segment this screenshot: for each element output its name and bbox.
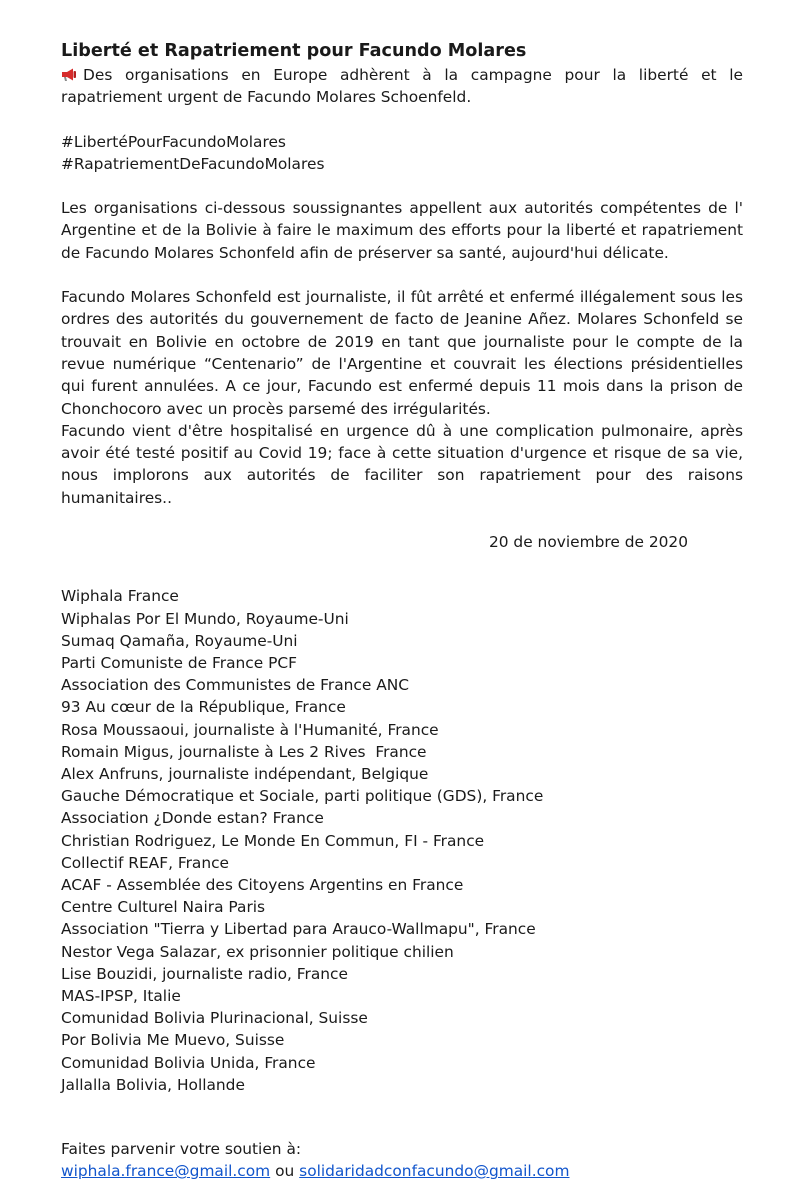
signatory: Jallalla Bolivia, Hollande bbox=[61, 1075, 245, 1094]
body-paragraph: Facundo vient d'être hospitalisé en urgence dû à une complication pulmonaire, après avoir été testé positif au Covid 19; face à cette situation d'urgence et risque de sa vie, nous implorons aux autorités de faciliter son rapatriement pour des raisons humanitaires.. bbox=[61, 421, 743, 507]
signatory: Association ¿Donde estan? France bbox=[61, 809, 324, 828]
email-link-solidaridad[interactable]: solidaridadconfacundo@gmail.com bbox=[299, 1162, 570, 1181]
body-paragraph: Facundo Molares Schonfeld est journaliste, il fût arrêté et enfermé illégalement sous les ordres des autorités du gouvernement de facto de Jeanine Añez. Molares Schonfeld se trouvait en Bolivie en octobre de 2019 en tant que journaliste pour le compte de la revue numérique “Centenario” de l'Argentine et couvrait les élections présidentielles qui furent annulées. A ce jour, Facundo est enfermé depuis 11 mois dans la prison de Chonchocoro avec un procès parsemé des irrégularités. bbox=[61, 288, 743, 418]
contact-footer bbox=[61, 1138, 743, 1183]
signatory: Rosa Moussaoui, journaliste à l'Humanité, France bbox=[61, 720, 439, 739]
signatory: Comunidad Bolivia Plurinacional, Suisse bbox=[61, 1009, 368, 1028]
signatory: Gauche Démocratique et Sociale, parti politique (GDS), France bbox=[61, 787, 544, 806]
signatory: 93 Au cœur de la République, France bbox=[61, 698, 346, 717]
email-separator: ou bbox=[275, 1162, 300, 1181]
signatory: Parti Comuniste de France PCF bbox=[61, 653, 297, 672]
email-link-wiphala[interactable]: wiphala.france@gmail.com bbox=[61, 1162, 271, 1181]
signatory: Wiphalas Por El Mundo, Royaume-Uni bbox=[61, 609, 349, 628]
hashtag: #RapatriementDeFacundoMolares bbox=[61, 154, 325, 173]
signatory: Collectif REAF, France bbox=[61, 853, 230, 872]
signatory: Romain Migus, journaliste à Les 2 Rives France bbox=[61, 742, 427, 761]
signatory: Centre Culturel Naira Paris bbox=[61, 898, 266, 917]
signatory: Wiphala France bbox=[61, 587, 179, 606]
body-paragraph: Les organisations ci-dessous soussignantes appellent aux autorités compétentes de l' Argentine et de la Bolivie à faire le maximum des efforts pour la liberté et rapatriement de Facundo Molares Schonfeld afin de préserver sa santé, aujourd'hui délicate. bbox=[61, 199, 743, 262]
intro-text: Des organisations en Europe adhèrent à la campagne pour la liberté et le rapatriement urgent de Facundo Molares Schoenfeld. bbox=[61, 66, 743, 107]
signatory: Christian Rodriguez, Le Monde En Commun, FI - France bbox=[61, 831, 485, 850]
signatories-list bbox=[61, 585, 743, 1096]
signatory: Sumaq Qamaña, Royaume-Uni bbox=[61, 631, 298, 650]
signatory: Lise Bouzidi, journaliste radio, France bbox=[61, 964, 348, 983]
signatory: Association "Tierra y Libertad para Arauco-Wallmapu", France bbox=[61, 920, 536, 939]
intro-paragraph bbox=[61, 64, 743, 109]
contact-emails bbox=[61, 1160, 743, 1182]
signatory: MAS-IPSP, Italie bbox=[61, 987, 181, 1005]
document-date: 20 de noviembre de 2020 bbox=[488, 533, 688, 552]
signatory: Nestor Vega Salazar, ex prisonnier politique chilien bbox=[61, 942, 454, 961]
document-title: Liberté et Rapatriement pour Facundo Molares bbox=[61, 41, 527, 61]
contact-label: Faites parvenir votre soutien à: bbox=[61, 1140, 302, 1159]
signatory: Comunidad Bolivia Unida, France bbox=[61, 1053, 316, 1072]
hashtags bbox=[61, 131, 743, 176]
signatory: Association des Communistes de France ANC bbox=[61, 676, 410, 695]
signatory: Alex Anfruns, journaliste indépendant, Belgique bbox=[61, 764, 429, 783]
signatory: Por Bolivia Me Muevo, Suisse bbox=[61, 1031, 285, 1050]
megaphone-icon bbox=[61, 66, 77, 81]
hashtag: #LibertéPourFacundoMolares bbox=[61, 132, 286, 151]
signatory: ACAF - Assemblée des Citoyens Argentins en France bbox=[61, 875, 464, 894]
